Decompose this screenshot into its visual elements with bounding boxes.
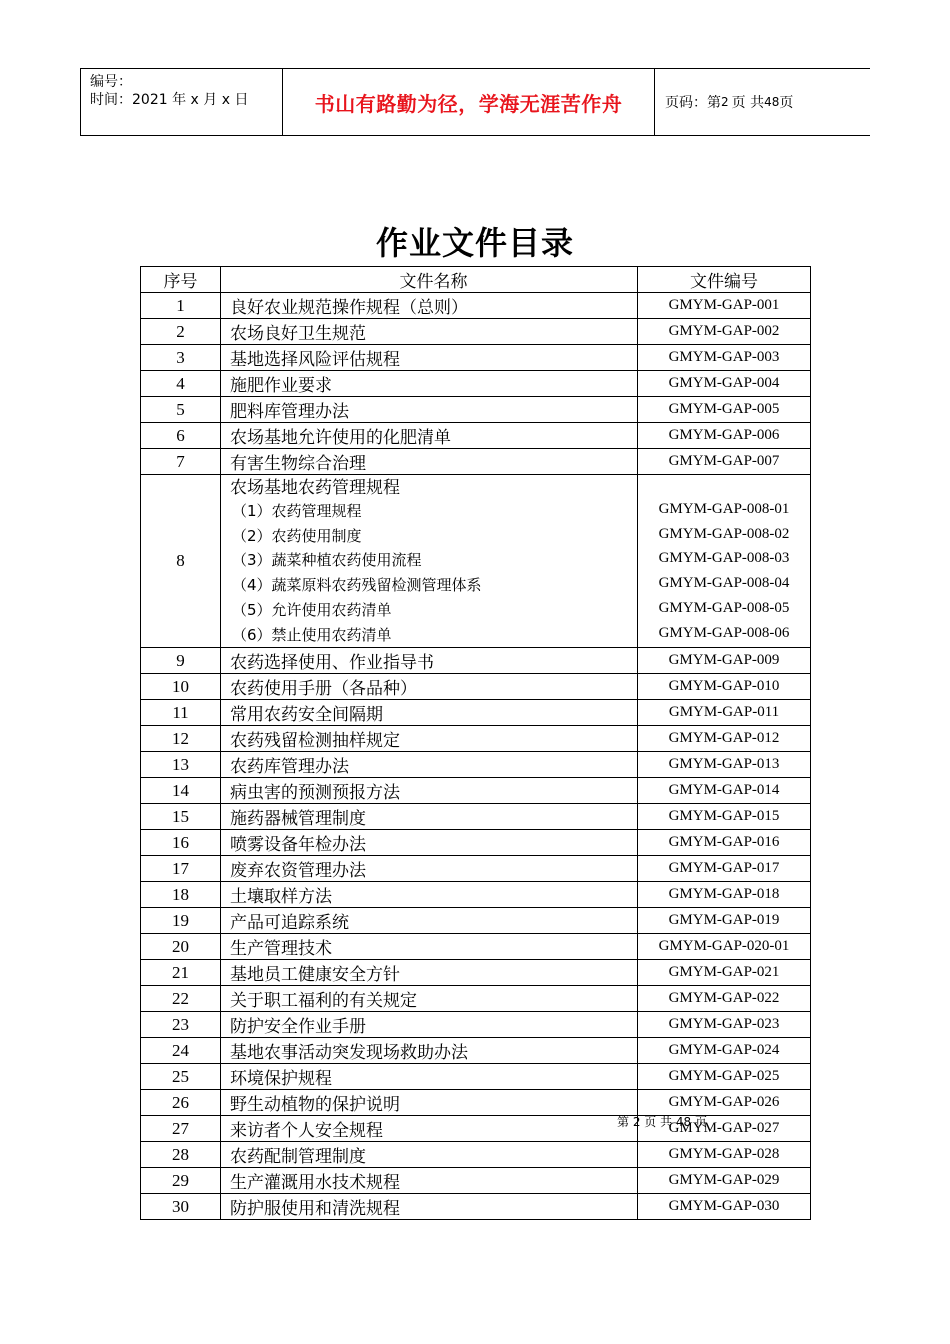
row-number: 20 [141,934,221,960]
page-current: 2 [721,95,729,109]
row-number: 15 [141,804,221,830]
time-label: 时间：2021 年 x 月 x 日 [90,92,249,108]
table-row [141,319,811,345]
table-row [141,1142,811,1168]
table-row [141,882,811,908]
row-document-code: GMYM-GAP-029 [638,1168,811,1194]
sub-item-code: GMYM-GAP-008-03 [658,550,790,567]
sub-item-code: GMYM-GAP-008-04 [658,575,790,592]
row-number: 11 [141,700,221,726]
row-document-code: GMYM-GAP-019 [638,908,811,934]
row-document-codes [638,475,811,648]
row-number: 28 [141,1142,221,1168]
row-number: 5 [141,397,221,423]
table-row [141,674,811,700]
row-main-title: 农场基地农药管理规程 [230,478,400,498]
row-document-code: GMYM-GAP-010 [638,674,811,700]
row-document-name: 病虫害的预测预报方法 [221,778,638,804]
row-document-name: 良好农业规范操作规程（总则） [221,293,638,319]
table-row [141,345,811,371]
table-row [141,648,811,674]
table-row [141,700,811,726]
table-row [141,830,811,856]
header-code: 文件编号 [638,267,811,293]
toc-body [141,293,811,1220]
table-row [141,371,811,397]
table-row [141,856,811,882]
row-number: 16 [141,830,221,856]
row-document-code: GMYM-GAP-022 [638,986,811,1012]
row-document-name: 基地选择风险评估规程 [221,345,638,371]
row-document-code: GMYM-GAP-017 [638,856,811,882]
row-number: 14 [141,778,221,804]
page-mid: 页 共 [731,95,765,111]
header-no: 序号 [141,267,221,293]
sub-item-name: （6）禁止使用农药清单 [232,625,392,644]
table-row [141,752,811,778]
row-number: 8 [141,475,221,648]
row-number: 7 [141,449,221,475]
row-document-code: GMYM-GAP-004 [638,371,811,397]
page-total: 48 [764,95,780,109]
number-label: 编号： [90,74,132,90]
table-row [141,1168,811,1194]
table-row-multiline [141,475,811,648]
row-document-name: 喷雾设备年检办法 [221,830,638,856]
table-row [141,293,811,319]
row-document-code: GMYM-GAP-014 [638,778,811,804]
row-document-name: 生产管理技术 [221,934,638,960]
row-number: 3 [141,345,221,371]
header-motto: 书山有路勤为径，学海无涯苦作舟 [283,69,655,135]
row-document-code: GMYM-GAP-005 [638,397,811,423]
row-document-code: GMYM-GAP-009 [638,648,811,674]
table-row [141,1064,811,1090]
table-row [141,934,811,960]
sub-item-name: （1）农药管理规程 [232,502,362,520]
row-document-name: 有害生物综合治理 [221,449,638,475]
sub-item-code: GMYM-GAP-008-06 [658,624,790,641]
table-row [141,726,811,752]
row-document-name: 肥料库管理办法 [221,397,638,423]
row-document-code: GMYM-GAP-016 [638,830,811,856]
sub-item-code: GMYM-GAP-008-01 [658,501,790,517]
sub-item-name: （2）农药使用制度 [232,526,362,545]
table-row [141,908,811,934]
row-document-code: GMYM-GAP-007 [638,449,811,475]
row-document-name: 农药选择使用、作业指导书 [221,648,638,674]
sub-item-code: GMYM-GAP-008-02 [658,525,790,542]
row-number: 17 [141,856,221,882]
row-document-name: 来访者个人安全规程 [221,1116,638,1142]
row-document-name: 农药配制管理制度 [221,1142,638,1168]
table-row [141,1194,811,1220]
row-number: 18 [141,882,221,908]
row-document-code: GMYM-GAP-030 [638,1194,811,1220]
row-document-code: GMYM-GAP-012 [638,726,811,752]
row-document-code: GMYM-GAP-015 [638,804,811,830]
table-row [141,1090,811,1116]
page-prefix: 页码：第 [665,95,721,111]
row-document-code: GMYM-GAP-025 [638,1064,811,1090]
row-document-name: 防护安全作业手册 [221,1012,638,1038]
row-document-code: GMYM-GAP-001 [638,293,811,319]
row-document-name: 施药器械管理制度 [221,804,638,830]
table-header-row [141,267,811,293]
table-row [141,986,811,1012]
header-name: 文件名称 [221,267,638,293]
row-document-name: 土壤取样方法 [221,882,638,908]
table-row [141,397,811,423]
page-footer: 第 2 页 共 48 页 [617,1115,707,1129]
row-document-name: 基地员工健康安全方针 [221,960,638,986]
row-document-name: 农场良好卫生规范 [221,319,638,345]
row-document-name: 农药残留检测抽样规定 [221,726,638,752]
row-document-code: GMYM-GAP-021 [638,960,811,986]
row-document-name: 产品可追踪系统 [221,908,638,934]
row-document-name: 农场基地允许使用的化肥清单 [221,423,638,449]
row-number: 24 [141,1038,221,1064]
row-number: 26 [141,1090,221,1116]
row-document-name: 关于职工福利的有关规定 [221,986,638,1012]
row-number: 23 [141,1012,221,1038]
page-suffix: 页 [779,95,794,111]
row-document-name: 施肥作业要求 [221,371,638,397]
table-row [141,778,811,804]
table-row [141,1116,811,1142]
row-document-name: 废弃农资管理办法 [221,856,638,882]
row-number: 25 [141,1064,221,1090]
row-number: 30 [141,1194,221,1220]
row-number: 1 [141,293,221,319]
row-number: 29 [141,1168,221,1194]
row-document-code: GMYM-GAP-027 [638,1116,811,1142]
row-document-code: GMYM-GAP-011 [638,700,811,726]
row-document-code: GMYM-GAP-028 [638,1142,811,1168]
sub-item-code: GMYM-GAP-008-05 [658,599,790,616]
row-document-name: 生产灌溉用水技术规程 [221,1168,638,1194]
row-number: 10 [141,674,221,700]
row-document-name: 常用农药安全间隔期 [221,700,638,726]
row-document-code: GMYM-GAP-026 [638,1090,811,1116]
row-document-code: GMYM-GAP-006 [638,423,811,449]
header-page-number [655,69,870,135]
table-row [141,1012,811,1038]
sub-item-name: （3）蔬菜种植农药使用流程 [232,551,422,570]
row-number: 27 [141,1116,221,1142]
table-row [141,449,811,475]
row-document-name: 基地农事活动突发现场救助办法 [221,1038,638,1064]
row-number: 12 [141,726,221,752]
row-number: 9 [141,648,221,674]
row-number: 2 [141,319,221,345]
row-document-code: GMYM-GAP-013 [638,752,811,778]
sub-item-name: （4）蔬菜原料农药残留检测管理体系 [232,576,482,595]
row-number: 19 [141,908,221,934]
row-document-name: 环境保护规程 [221,1064,638,1090]
table-row [141,1038,811,1064]
row-document-name [221,475,638,648]
toc-table [140,266,811,1220]
row-document-code: GMYM-GAP-018 [638,882,811,908]
row-document-code: GMYM-GAP-023 [638,1012,811,1038]
row-number: 21 [141,960,221,986]
row-document-code: GMYM-GAP-002 [638,319,811,345]
row-document-code: GMYM-GAP-020-01 [638,934,811,960]
table-row [141,804,811,830]
page-title: 作业文件目录 [375,224,574,262]
row-number: 6 [141,423,221,449]
table-row [141,960,811,986]
row-document-code: GMYM-GAP-003 [638,345,811,371]
table-row [141,423,811,449]
row-number: 4 [141,371,221,397]
row-document-name: 农药库管理办法 [221,752,638,778]
row-document-name: 野生动植物的保护说明 [221,1090,638,1116]
row-document-name: 防护服使用和清洗规程 [221,1194,638,1220]
row-document-name: 农药使用手册（各品种） [221,674,638,700]
row-number: 13 [141,752,221,778]
header-meta [81,69,283,135]
row-document-code: GMYM-GAP-024 [638,1038,811,1064]
row-number: 22 [141,986,221,1012]
sub-item-name: （5）允许使用农药清单 [232,600,392,619]
document-header [80,68,870,136]
